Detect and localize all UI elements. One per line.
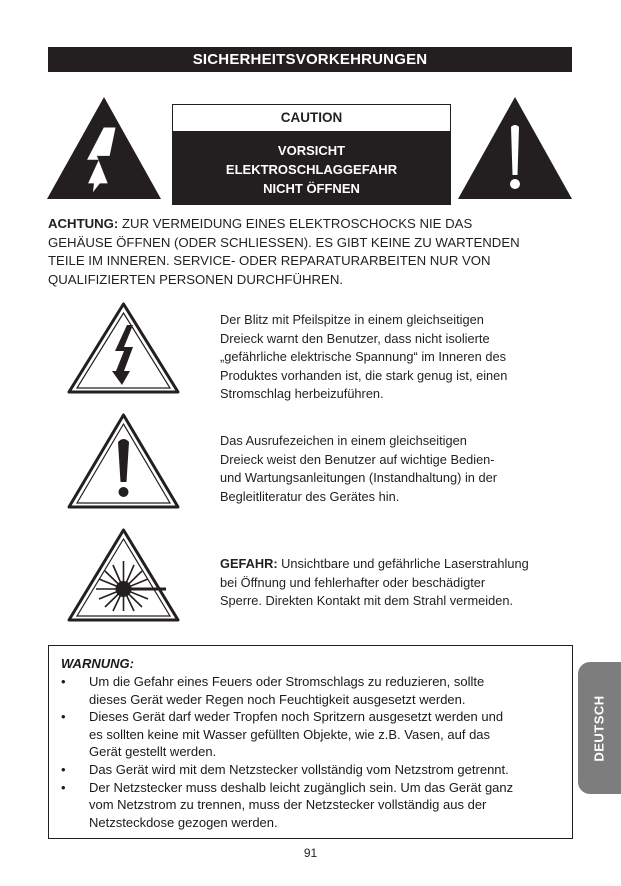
list-item-line: es sollten keine mit Wasser gefüllten Objekte, wie z.B. Vasen, auf das xyxy=(89,726,491,742)
warning-list xyxy=(61,673,562,831)
description-line: Stromschlag herbeizuführen. xyxy=(220,386,384,401)
description-line: Der Blitz mit Pfeilspitze in einem gleichseitigen xyxy=(220,312,484,327)
achtung-text: GEHÄUSE ÖFFNEN (ODER SCHLIESSEN). ES GIBT KEINE ZU WARTENDEN xyxy=(48,234,520,250)
description-line: bei Öffnung und fehlerhafter oder beschädigter xyxy=(220,574,486,590)
list-item-line: Um die Gefahr eines Feuers oder Stromschlags zu reduzieren, sollte xyxy=(89,674,485,689)
list-item-line: Das Gerät wird mit dem Netzstecker vollständig vom Netzstrom getrennt. xyxy=(89,761,509,777)
list-item xyxy=(61,779,562,832)
lightning-description xyxy=(220,311,580,404)
achtung-paragraph xyxy=(48,215,578,289)
exclamation-triangle-icon xyxy=(66,412,181,510)
list-item-line: vom Netzstrom zu trennen, muss der Netzstecker vollständig aus der xyxy=(89,797,487,813)
description-line: Dreieck warnt den Benutzer, dass nicht isolierte xyxy=(220,330,490,346)
warning-box xyxy=(48,645,573,839)
exclamation-triangle-icon xyxy=(458,97,572,199)
caution-message xyxy=(173,131,450,198)
bullet: • xyxy=(61,761,66,777)
bullet: • xyxy=(61,674,66,689)
language-tab-label: DEUTSCH xyxy=(592,694,607,762)
gefahr-label: GEFAHR: xyxy=(220,556,278,571)
bullet: • xyxy=(61,779,66,795)
laser-description xyxy=(220,555,580,611)
description-line: Dreieck weist den Benutzer auf wichtige Bedien- xyxy=(220,451,495,467)
list-item-line: Der Netzstecker muss deshalb leicht zugänglich sein. Um das Gerät ganz xyxy=(89,779,514,795)
list-item-line: Gerät gestellt werden. xyxy=(89,744,217,760)
achtung-text: ZUR VERMEIDUNG EINES ELEKTROSCHOCKS NIE DAS xyxy=(118,216,473,231)
list-item xyxy=(61,708,562,761)
caution-line: VORSICHT xyxy=(277,143,346,158)
achtung-text: QUALIFIZIERTEN PERSONEN DURCHFÜHREN. xyxy=(48,271,344,287)
language-tab xyxy=(578,662,621,794)
list-item xyxy=(61,673,562,708)
description-line: Sperre. Direkten Kontakt mit dem Strahl vermeiden. xyxy=(220,593,514,608)
list-item xyxy=(61,761,562,779)
list-item-line: Netzsteckdose gezogen werden. xyxy=(89,814,278,830)
caution-heading: CAUTION xyxy=(173,105,450,131)
exclamation-description xyxy=(220,432,580,506)
caution-label-box xyxy=(172,104,451,205)
section-title: SICHERHEITSVORKEHRUNGEN xyxy=(48,47,572,72)
lightning-triangle-icon xyxy=(47,97,161,199)
achtung-text: TEILE IM INNEREN. SERVICE- ODER REPARATURARBEITEN NUR VON xyxy=(48,253,491,269)
description-line: Begleitliteratur des Gerätes hin. xyxy=(220,488,400,504)
list-item-line: dieses Gerät weder Regen noch Feuchtigkeit ausgesetzt werden. xyxy=(89,691,466,707)
page-number: 91 xyxy=(303,846,318,860)
lightning-triangle-icon xyxy=(66,301,181,395)
caution-line: ELEKTROSCHLAGGEFAHR xyxy=(225,162,398,177)
bullet: • xyxy=(61,709,66,725)
description-line: Produktes vorhanden ist, die stark genug ist, einen xyxy=(220,367,508,383)
description-line: Das Ausrufezeichen in einem gleichseitigen xyxy=(220,433,467,448)
description-line: Unsichtbare und gefährliche Laserstrahlung xyxy=(277,556,529,571)
list-item-line: Dieses Gerät darf weder Tropfen noch Spritzern ausgesetzt werden und xyxy=(89,709,504,725)
achtung-label: ACHTUNG: xyxy=(48,216,119,231)
caution-line: NICHT ÖFFNEN xyxy=(263,181,360,196)
description-line: „gefährliche elektrische Spannung“ im Inneren des xyxy=(220,349,506,364)
laser-triangle-icon xyxy=(66,527,181,623)
warning-title: WARNUNG: xyxy=(61,656,134,671)
description-line: und Wartungsanleitungen (Instandhaltung) in der xyxy=(220,470,497,485)
